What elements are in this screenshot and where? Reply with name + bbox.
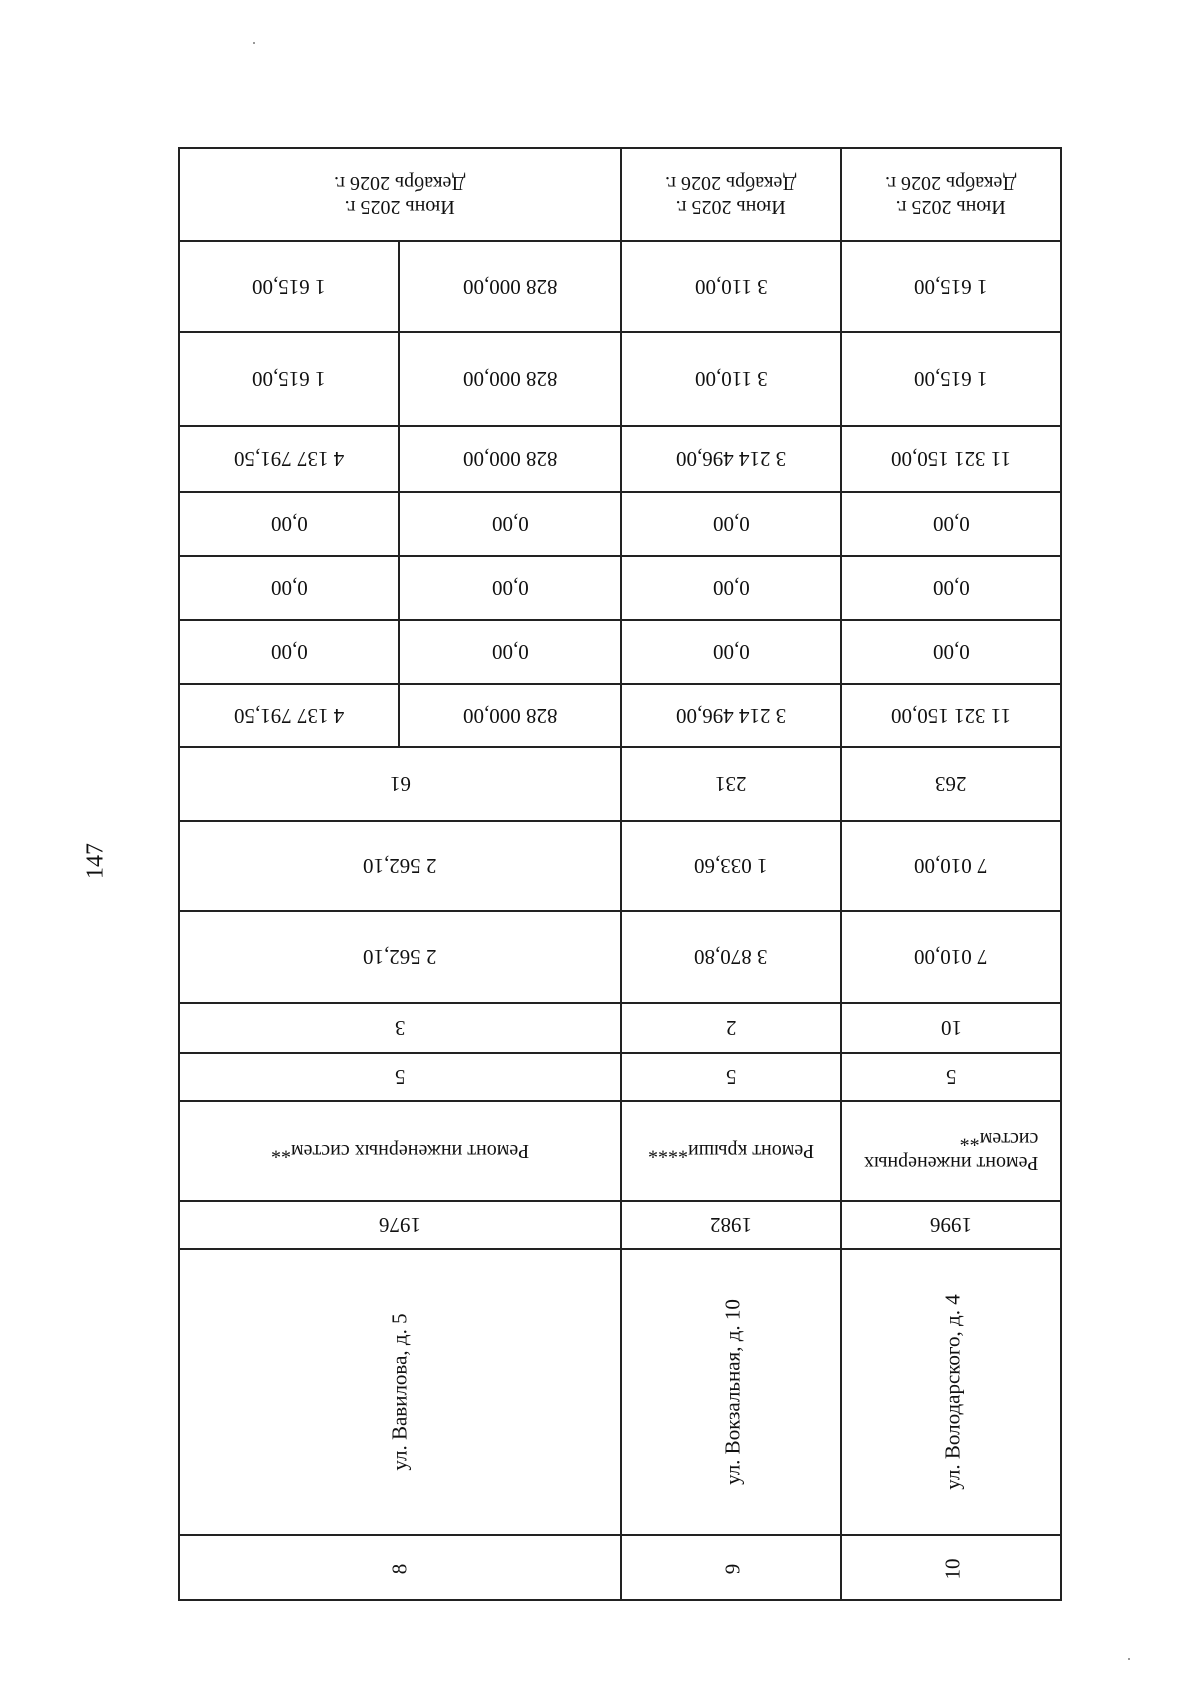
row9-area-total: 3 870,80: [694, 945, 768, 970]
row10-col6: 10: [940, 1016, 962, 1041]
row8-budget-b: 0,00: [270, 576, 308, 601]
row8-unit-cost-b: 1 615,00: [252, 367, 326, 392]
row10-area-total: 7 010,00: [914, 945, 988, 970]
row8-col6: 3: [394, 1016, 406, 1041]
row9-residents: 231: [715, 772, 747, 797]
row8-local-a: 0,00: [491, 512, 529, 537]
row10-year: 1996: [930, 1213, 972, 1238]
row8-fund-b: 0,00: [270, 640, 308, 665]
row8-area-total: 2 562,10: [363, 945, 437, 970]
row8-limit-a: 828 000,00: [462, 275, 558, 300]
row10-unit-cost: 1 615,00: [914, 367, 988, 392]
row9-area-living: 1 033,60: [694, 854, 768, 879]
repair-schedule-table: Июнь 2025 г. Декабрь 2026 г. 1 615,00 1 615,00 11 321 150,00 0,00 0,00 0,00 11 321 150,00 263 7 010,00 7 010,00 10 5 Ремонт инженерных систем** 1996 ул. Володарского, д. 4 10 Июнь 2025 г. Декабрь 2026 г. 3 110,00 3 110,00 3 214 496,00 0,00 0,00 0,00 3 214 496,00 231 1 033,60 3 870,80 2 5 Ремонт крыши**** 1982 ул. Вокзальная, д. 10 9 Июнь 2025 г. Декабрь 2026 г. 828 000,00 1 615,00 828 000,00 1 615,00 828 000,00 4 137 791,50 0,00 0,00 0,00 0,00 0,00 0,00 828 000,00 4 137 791,50 61 2 562,10 2 562,10 3 5 Ремонт инженерных систем** 1976 ул. Вавилова, д. 5 8: [178, 147, 1062, 1601]
row10-residents: 263: [935, 772, 967, 797]
row9-unit-cost: 3 110,00: [694, 367, 768, 392]
row8-local-b: 0,00: [270, 512, 308, 537]
row8-year: 1976: [379, 1213, 421, 1238]
row10-work-type: Ремонт инженерных систем**: [863, 1128, 1039, 1174]
row9-budget: 0,00: [712, 576, 750, 601]
row8-budget-a: 0,00: [491, 576, 529, 601]
row10-limit: 1 615,00: [914, 275, 988, 300]
row9-local: 0,00: [712, 512, 750, 537]
row8-col5: 5: [394, 1065, 406, 1090]
row10-area-living: 7 010,00: [914, 854, 988, 879]
row9-year: 1982: [710, 1213, 752, 1238]
row9-col6: 2: [725, 1016, 737, 1041]
row8-area-living: 2 562,10: [363, 854, 437, 879]
row8-dates: Июнь 2025 г. Декабрь 2026 г.: [334, 171, 466, 218]
scan-speck: [1128, 1658, 1130, 1660]
row10-total-cost: 11 321 150,00: [891, 704, 1011, 729]
row8-fund-a: 0,00: [491, 640, 529, 665]
row9-owners: 3 214 496,00: [675, 447, 787, 472]
row9-dates: Июнь 2025 г. Декабрь 2026 г.: [665, 171, 797, 218]
row8-residents: 61: [389, 772, 411, 797]
row9-limit: 3 110,00: [694, 275, 768, 300]
row8-unit-cost-a: 828 000,00: [462, 367, 558, 392]
row8-owners-a: 828 000,00: [462, 447, 558, 472]
row8-limit-b: 1 615,00: [252, 275, 326, 300]
row9-work-type: Ремонт крыши****: [647, 1140, 815, 1162]
row9-col5: 5: [725, 1065, 737, 1090]
row9-total-cost: 3 214 496,00: [675, 704, 787, 729]
row8-owners-b: 4 137 791,50: [233, 447, 345, 472]
scan-speck: [253, 42, 255, 44]
row10-local: 0,00: [932, 512, 970, 537]
row8-total-cost-b: 4 137 791,50: [233, 704, 345, 729]
row10-col5: 5: [945, 1065, 957, 1090]
row8-total-cost-a: 828 000,00: [462, 704, 558, 729]
row10-owners: 11 321 150,00: [891, 447, 1011, 472]
row9-fund: 0,00: [712, 640, 750, 665]
row10-dates: Июнь 2025 г. Декабрь 2026 г.: [885, 171, 1017, 218]
row10-budget: 0,00: [932, 576, 970, 601]
row10-fund: 0,00: [932, 640, 970, 665]
row8-work-type: Ремонт инженерных систем**: [270, 1140, 530, 1162]
